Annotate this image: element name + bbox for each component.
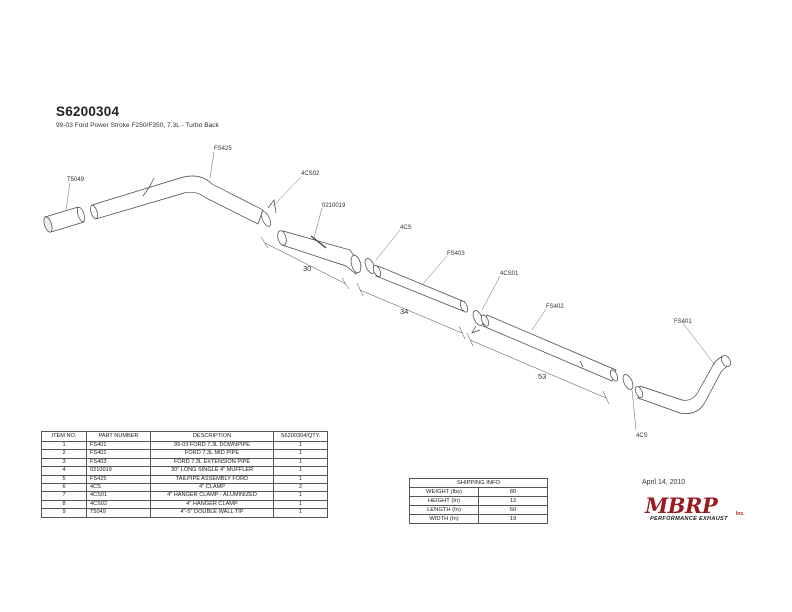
kit-description: 99-03 Ford Power Stroke F250/F350, 7.3L - Turbo Back [56,122,219,129]
cell-qty: 1 [274,442,328,450]
cell-qty: 1 [274,500,328,508]
cell-item: 9 [42,509,87,517]
table-row [42,492,328,500]
mid-pipe [480,314,620,382]
callout-4cs01: 4CS01 [500,271,519,277]
callout-fs425: FS425 [214,146,232,152]
cell-desc: TAILPIPE ASSEMBLY FORD [151,475,274,483]
header-description: DESCRIPTION [151,432,274,442]
cell-desc: 30" LONG SINGLE 4" MUFFLER [151,467,274,475]
muffler [276,230,362,274]
cell-qty: 1 [274,458,328,466]
cell-part: 4CS02 [87,500,151,508]
clamp-4cs-b [621,373,635,391]
callout-fs401: FS401 [674,319,692,325]
shipping-info-title: SHIPPING INFO [410,479,548,488]
cell-part: T5049 [87,509,151,517]
cell-qty: 1 [274,492,328,500]
table-row [410,488,548,497]
cell-desc: 4" CLAMP [151,484,274,492]
shipping-value: 19 [479,515,548,524]
table-row [42,509,328,517]
cell-part: FS403 [87,458,151,466]
hanger-clamp-4cs02 [259,200,276,228]
cell-item: 4 [42,467,87,475]
header-qty: S6200304/QTY. [274,432,328,442]
table-row [42,450,328,458]
table-row [42,467,328,475]
downpipe [634,354,733,414]
tailpipe-assembly [89,176,263,224]
parts-table [41,431,328,518]
cell-desc: 4" HANGER CLAMP - ALUMINIZED [151,492,274,500]
callout-4cs02: 4CS02 [301,171,320,177]
shipping-value: 12 [479,497,548,506]
cell-desc: FORD 7.3L EXTENSION PIPE [151,458,274,466]
shipping-info-table [409,478,548,524]
cell-item: 1 [42,442,87,450]
callout-fs403: FS403 [447,251,465,257]
callout-0210019: 0210019 [322,203,346,209]
table-row [410,506,548,515]
cell-desc: FORD 7.3L MID PIPE [151,450,274,458]
table-row [42,442,328,450]
cell-desc: 99-03 FORD 7.3L DOWNPIPE [151,442,274,450]
cell-part: FS401 [87,442,151,450]
cell-item: 8 [42,500,87,508]
header-item-no: ITEM NO. [42,432,87,442]
table-row [42,475,328,483]
cell-qty: 1 [274,475,328,483]
kit-part-number: S6200304 [56,104,120,119]
cell-desc: 4"-5" DOUBLE WALL TIP [151,509,274,517]
shipping-label: WEIGHT (lbs) [410,488,479,497]
callout-fs402: FS402 [546,304,564,310]
shipping-label: WIDTH (In) [410,515,479,524]
callout-4cs-a: 4CS [400,225,412,231]
shipping-label: LENGTH (In) [410,506,479,515]
dimension-label-30: 30 [303,264,312,273]
shipping-value: 80 [479,488,548,497]
exhaust-tip [42,206,86,233]
cell-item: 6 [42,484,87,492]
table-row [410,497,548,506]
cell-part: FS425 [87,475,151,483]
cell-item: 7 [42,492,87,500]
dimension-label-53: 53 [538,372,547,381]
cell-item: 2 [42,450,87,458]
cell-qty: 1 [274,467,328,475]
cell-qty: 1 [274,509,328,517]
parts-table-header [42,432,328,442]
drawing-date: April 14, 2010 [642,479,686,486]
table-row [410,515,548,524]
dimension-label-34: 34 [400,307,409,316]
cell-part: 0210019 [87,467,151,475]
shipping-label: HEIGHT (In) [410,497,479,506]
shipping-value: 60 [479,506,548,515]
cell-part: FS402 [87,450,151,458]
callout-4cs-b: 4CS [636,433,648,439]
table-row [42,500,328,508]
cell-item: 3 [42,458,87,466]
cell-qty: 2 [274,484,328,492]
table-row [42,458,328,466]
cell-part: 4CS01 [87,492,151,500]
table-row [42,484,328,492]
cell-qty: 1 [274,450,328,458]
logo-wordmark: MBRP [645,493,718,518]
brand-tagline: PERFORMANCE EXHAUST [650,516,728,522]
callout-t5049: T5049 [67,177,85,183]
header-part-number: PART NUMBER [87,432,151,442]
cell-part: 4CS [87,484,151,492]
cell-item: 5 [42,475,87,483]
logo-suffix: Inc. [736,511,745,517]
extension-pipe [372,264,470,313]
cell-desc: 4" HANGER CLAMP [151,500,274,508]
